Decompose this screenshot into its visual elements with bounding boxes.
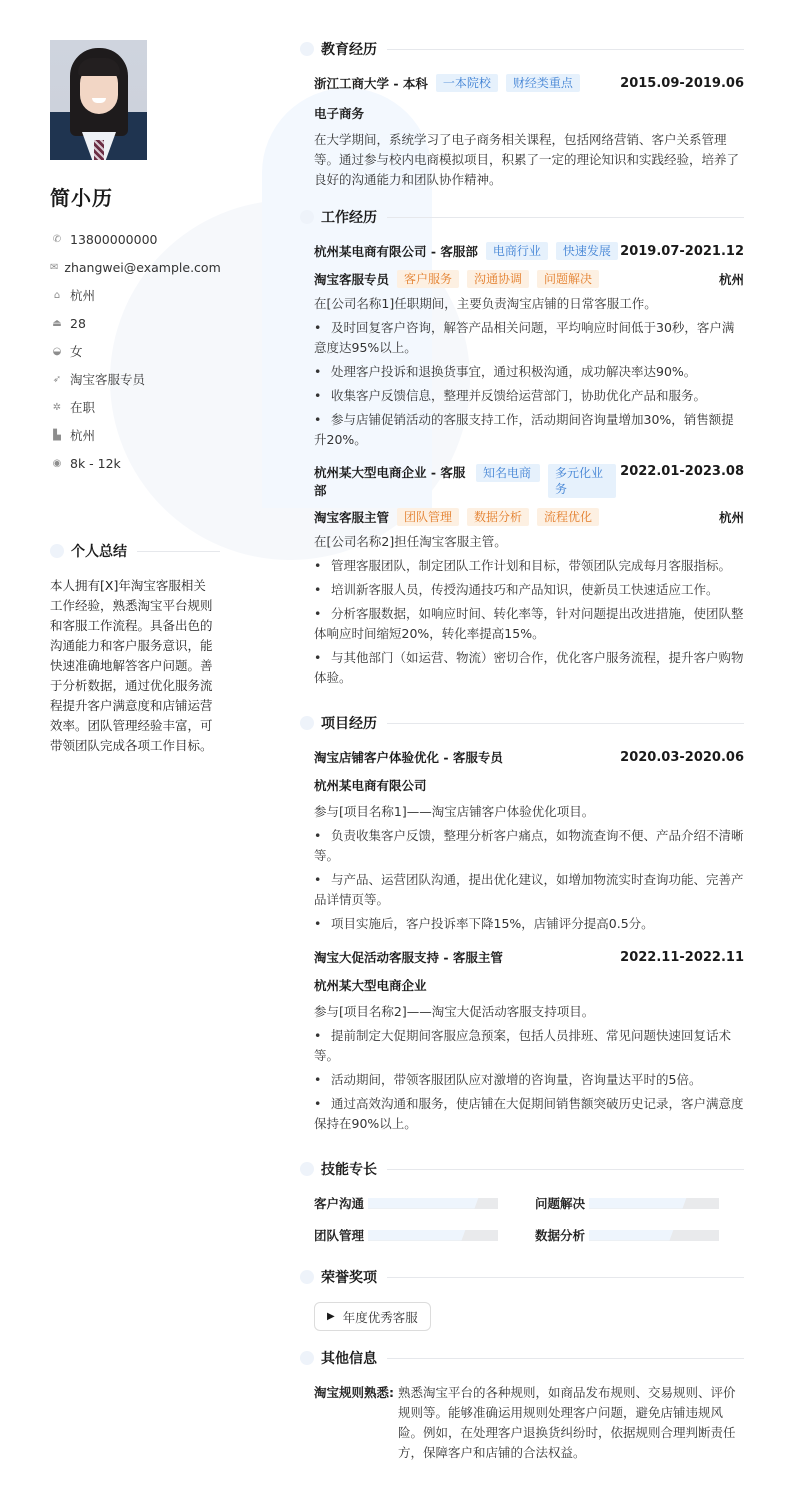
project-name: 淘宝店铺客户体验优化 - 客服专员: [314, 750, 503, 765]
project-bullets: [314, 826, 744, 934]
bullet-item: • 通过高效沟通和服务，使店铺在大促期间销售额突破历史记录，客户满意度保持在90%以上。: [314, 1096, 744, 1131]
job-role: 淘宝客服专员: [314, 272, 390, 287]
skill-bar: [589, 1230, 719, 1241]
bullet-item: • 活动期间，带领客服团队应对激增的咨询量，咨询量达平时的5倍。: [314, 1072, 702, 1087]
skills-section: [314, 1158, 744, 1244]
salary-icon: ◉: [52, 457, 62, 469]
bullet-item: • 培训新客服人员，传授沟通技巧和产品知识，使新员工快速适应工作。: [314, 582, 719, 597]
job-role-row: [314, 508, 744, 526]
job-intro: 在[公司名称2]担任淘宝客服主管。: [314, 534, 507, 549]
contact-hometown: ⌂ 杭州: [50, 281, 220, 309]
company-tag: 快速发展: [556, 242, 618, 260]
other-header: [314, 1347, 744, 1369]
section-title: 工作经历: [321, 210, 377, 226]
project-title-row: [314, 948, 744, 966]
skill-name: 团队管理: [314, 1228, 365, 1243]
section-title: 教育经历: [321, 42, 377, 58]
divider: [387, 1277, 744, 1278]
award-label: 年度优秀客服: [342, 1309, 418, 1325]
bullet-item: • 分析客服数据，如响应时间、转化率等，针对问题提出改进措施，使团队整体响应时间缩短20%，转化率提高15%。: [314, 606, 744, 641]
role-tag: 流程优化: [537, 508, 599, 526]
divider: [387, 49, 744, 50]
section-title: 其他信息: [321, 1351, 377, 1367]
role-tag: 问题解决: [537, 270, 599, 288]
education-description: 在大学期间，系统学习了电子商务相关课程，包括网络营销、客户关系管理等。通过参与校内电商模拟项目，积累了一定的理论知识和实践经验，培养了良好的沟通能力和团队协作精神。: [314, 132, 740, 187]
bullet-item: • 项目实施后，客户投诉率下降15%，店铺评分提高0.5分。: [314, 916, 654, 931]
school-tag: 财经类重点: [506, 74, 580, 92]
skill-bar: [589, 1198, 719, 1209]
company-tag: 多元化业务: [548, 464, 616, 498]
summary-header: [50, 540, 220, 562]
project-entry: [314, 748, 744, 934]
bullet-item: • 提前制定大促期间客服应急预案，包括人员排班、常见问题快速回复话术等。: [314, 1028, 732, 1063]
skill-bar-fill: [368, 1198, 479, 1209]
major: 电子商务: [314, 106, 365, 121]
contact-phone: ✆ 13800000000: [50, 225, 220, 253]
project-org: 杭州某电商有限公司: [314, 778, 427, 793]
divider: [137, 551, 220, 552]
skill-bar-fill: [368, 1230, 466, 1241]
company-tag: 知名电商: [476, 464, 540, 482]
skill-bar-fill: [589, 1198, 687, 1209]
skill-bar: [368, 1198, 498, 1209]
skill-name: 问题解决: [535, 1196, 586, 1211]
bullet-item: • 负责收集客户反馈，整理分析客户痛点，如物流查询不便、产品介绍不清晰等。: [314, 828, 744, 863]
job-entry: [314, 242, 744, 450]
job-bullets: [314, 318, 744, 450]
work-section: [314, 206, 744, 688]
project-name: 淘宝大促活动客服支持 - 客服主管: [314, 950, 503, 965]
section-title: 荣誉奖项: [321, 1270, 377, 1286]
project-intro: 参与[项目名称2]——淘宝大促活动客服支持项目。: [314, 1004, 595, 1019]
age-icon: ⏏: [52, 317, 62, 329]
divider: [387, 1358, 744, 1359]
skills-header: [314, 1158, 744, 1180]
job-entry: [314, 464, 744, 688]
divider: [387, 217, 744, 218]
section-dot-icon: [300, 1162, 314, 1176]
contact-gender: ◒ 女: [50, 337, 220, 365]
project-bullets: [314, 1026, 744, 1134]
section-dot-icon: [300, 1270, 314, 1284]
other-item-value: 熟悉淘宝平台的各种规则，如商品发布规则、交易规则、评价规则等。能够准确运用规则处理客户问题，避免店铺违规风险。例如，在处理客户退换货纠纷时，依据规则合理判断责任方，保障客户和店铺的合法权益。: [398, 1385, 736, 1460]
phone-icon: ✆: [52, 233, 62, 245]
other-item: [314, 1383, 744, 1463]
contact-status: ✲ 在职: [50, 393, 220, 421]
project-title-row: [314, 748, 744, 766]
project-intro: 参与[项目名称1]——淘宝店铺客户体验优化项目。: [314, 804, 595, 819]
company-name: 杭州某大型电商企业 - 客服部: [314, 465, 466, 498]
project-entry: [314, 948, 744, 1134]
award-item[interactable]: [314, 1302, 431, 1331]
candidate-name: 简小历: [50, 186, 113, 210]
job-bullets: [314, 556, 744, 688]
section-dot-icon: [300, 210, 314, 224]
company-name: 杭州某电商有限公司 - 客服部: [314, 244, 478, 259]
sidebar: [50, 40, 220, 477]
job-city: 杭州: [718, 272, 744, 287]
skill-item: [314, 1194, 535, 1212]
bullet-item: • 参与店铺促销活动的客服支持工作，活动期间咨询量增加30%，销售额提升20%。: [314, 412, 734, 447]
job-company-row: [314, 464, 744, 500]
project-date: 2020.03-2020.06: [620, 749, 744, 765]
project-date: 2022.11-2022.11: [620, 949, 744, 965]
skill-bar: [368, 1230, 498, 1241]
bullet-item: • 与其他部门（如运营、物流）密切合作，优化客户服务流程，提升客户购物体验。: [314, 650, 744, 685]
section-dot-icon: [300, 716, 314, 730]
bullet-item: • 管理客服团队，制定团队工作计划和目标，带领团队完成每月客服指标。: [314, 558, 732, 573]
building-icon: ▙: [53, 429, 61, 441]
send-icon: ➶: [52, 373, 62, 385]
mail-icon: ✉: [50, 261, 59, 273]
education-header: [314, 38, 744, 60]
skill-item: [535, 1226, 744, 1244]
school-tag: 一本院校: [436, 74, 498, 92]
education-section: [314, 38, 744, 190]
other-item-key: 淘宝规则熟悉:: [314, 1385, 394, 1400]
work-header: [314, 206, 744, 228]
school-name: 浙江工商大学 - 本科: [314, 76, 428, 91]
job-role-row: [314, 270, 744, 288]
section-dot-icon: [300, 1351, 314, 1365]
skill-name: 客户沟通: [314, 1196, 365, 1211]
contact-age: ⏏ 28: [50, 309, 220, 337]
awards-header: [314, 1266, 744, 1288]
divider: [387, 1169, 744, 1170]
contact-salary: ◉ 8k - 12k: [50, 449, 220, 477]
skill-item: [535, 1194, 744, 1212]
gender-icon: ◒: [52, 345, 62, 357]
section-title: 技能专长: [321, 1162, 377, 1178]
skill-bar-fill: [589, 1230, 674, 1241]
status-icon: ✲: [52, 401, 62, 413]
avatar-photo: [50, 40, 147, 160]
other-section: [314, 1347, 744, 1463]
project-org: 杭州某大型电商企业: [314, 978, 427, 993]
projects-header: [314, 712, 744, 734]
summary-section: [50, 540, 220, 756]
section-dot-icon: [300, 42, 314, 56]
skill-item: [314, 1226, 535, 1244]
education-date: 2015.09-2019.06: [620, 75, 744, 91]
expand-triangle-icon: ▶: [327, 1311, 335, 1322]
awards-section: [314, 1266, 744, 1331]
job-company-row: [314, 242, 744, 260]
bullet-item: • 收集客户反馈信息，整理并反馈给运营部门，协助优化产品和服务。: [314, 388, 707, 403]
section-title: 个人总结: [71, 544, 127, 560]
bullet-item: • 处理客户投诉和退换货事宜，通过积极沟通，成功解决率达90%。: [314, 364, 697, 379]
education-row: [314, 74, 744, 92]
bullet-item: • 与产品、运营团队沟通，提出优化建议，如增加物流实时查询功能、完善产品详情页等。: [314, 872, 744, 907]
contact-target-position: ➶ 淘宝客服专员: [50, 365, 220, 393]
role-tag: 客户服务: [397, 270, 459, 288]
role-tag: 团队管理: [397, 508, 459, 526]
contact-target-city: ▙ 杭州: [50, 421, 220, 449]
home-icon: ⌂: [53, 289, 61, 301]
job-date: 2019.07-2021.12: [620, 243, 744, 259]
projects-section: [314, 712, 744, 1134]
skill-name: 数据分析: [535, 1228, 586, 1243]
skill-grid: [314, 1194, 744, 1244]
company-tag: 电商行业: [486, 242, 548, 260]
section-dot-icon: [50, 544, 64, 558]
role-tag: 沟通协调: [467, 270, 529, 288]
section-title: 项目经历: [321, 716, 377, 732]
job-role: 淘宝客服主管: [314, 510, 390, 525]
main-content: [314, 38, 744, 1463]
summary-text: 本人拥有[X]年淘宝客服相关工作经验，熟悉淘宝平台规则和客服工作流程。具备出色的沟通能力和客户服务意识，能快速准确地解答客户问题。善于分析数据，通过优化服务流程提升客户满意度和店铺运营效率。团队管理经验丰富，可带领团队完成各项工作目标。: [50, 578, 213, 753]
job-city: 杭州: [718, 510, 744, 525]
divider: [387, 723, 744, 724]
contact-list: [50, 225, 220, 477]
role-tag: 数据分析: [467, 508, 529, 526]
job-intro: 在[公司名称1]任职期间，主要负责淘宝店铺的日常客服工作。: [314, 296, 657, 311]
contact-email: ✉ zhangwei@example.com: [50, 259, 221, 275]
job-date: 2022.01-2023.08: [620, 464, 744, 479]
bullet-item: • 及时回复客户咨询，解答产品相关问题，平均响应时间低于30秒，客户满意度达95%以上。: [314, 320, 735, 355]
